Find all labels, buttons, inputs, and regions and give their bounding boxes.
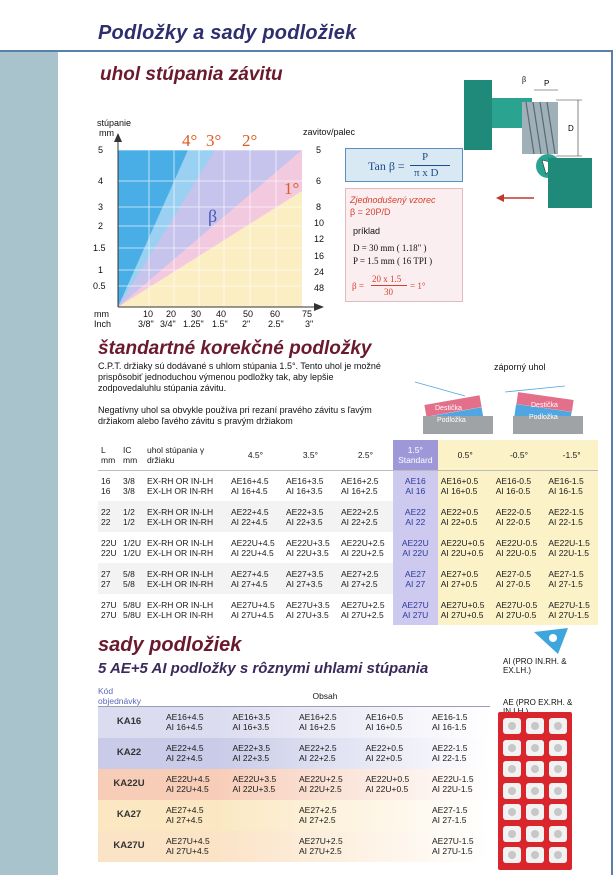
cell-shim-code: AE27U-1.5 AI 27U-1.5 — [545, 594, 598, 625]
table-row — [98, 470, 598, 501]
cell-holder: EX-RH OR IN-LH EX-LH OR IN-RH — [144, 563, 228, 594]
right-tick: 24 — [314, 267, 325, 277]
cell-shim-code: AE22-0.5 AI 22-0.5 — [493, 501, 546, 532]
section-title-pitch-angle: uhol stúpania závitu — [100, 64, 283, 85]
kit-row — [98, 800, 490, 831]
cell-shim-code: AE22+3.5 AI 22+3.5 — [283, 501, 338, 532]
cell-shim-code: AE27U AI 27U — [393, 594, 438, 625]
kit-item: AE22-1.5 AI 22-1.5 — [432, 743, 468, 763]
example-label: príklad — [353, 226, 381, 236]
shim-slot — [549, 718, 567, 734]
cell-shim-code: AE22U-0.5 AI 22U-0.5 — [493, 532, 546, 563]
kit-item: AE27U+4.5 AI 27U+4.5 — [166, 836, 210, 856]
shim-slot — [503, 783, 521, 799]
shim-slot — [549, 783, 567, 799]
formula-tan-left: Tan β = — [368, 159, 405, 173]
cell-shim-code: AE27+0.5 AI 27+0.5 — [438, 563, 493, 594]
kit-row — [98, 707, 490, 738]
kit-item — [360, 831, 427, 862]
shim-slot — [526, 804, 544, 820]
ae-caption: AE (PRO EX.RH. & — [503, 698, 573, 707]
shim-slot — [549, 847, 567, 863]
left-tick: 3 — [98, 202, 104, 212]
y-axis-label: stúpanie — [97, 118, 132, 128]
left-tick: 4 — [98, 176, 104, 186]
cell-shim-code: AE16+0.5 AI 16+0.5 — [438, 470, 493, 501]
cell-shim-code: AE22U+0.5 AI 22U+0.5 — [438, 532, 493, 563]
header-angle-3.5: 3.5° — [283, 440, 338, 470]
kit-code: KA22U — [113, 778, 145, 789]
kits-header-code: Kód objednávky — [98, 686, 160, 707]
kit-item: AE22+4.5 AI 22+4.5 — [166, 743, 204, 763]
y-axis-unit: mm — [99, 128, 114, 138]
shim-kit-box-image — [498, 712, 572, 870]
x-inch-tick: 3/8" — [138, 319, 154, 329]
kit-item: AE27U+2.5 AI 27U+2.5 — [299, 836, 343, 856]
x-inch-tick: 2.5" — [268, 319, 284, 329]
left-tick: 2 — [98, 221, 104, 231]
right-tick: 48 — [314, 283, 325, 293]
formula-box-simplified — [345, 188, 463, 302]
header-holder: uhol stúpania γ držiaku — [144, 440, 228, 470]
cell-shim-code: AE27+4.5 AI 27+4.5 — [228, 563, 283, 594]
cell-shim-code: AE27-0.5 AI 27-0.5 — [493, 563, 546, 594]
cell-ic: 1/2 1/2 — [120, 501, 144, 532]
cell-shim-code: AE27U+4.5 AI 27U+4.5 — [228, 594, 283, 625]
shim-1-label: Podložka — [437, 417, 466, 424]
angle-label-1: 1° — [284, 179, 300, 198]
kit-item: AE27+4.5 AI 27+4.5 — [166, 805, 204, 825]
cell-shim-code: AE16 AI 16 — [393, 470, 438, 501]
kit-item: AE27U-1.5 AI 27U-1.5 — [432, 836, 474, 856]
cell-shim-code: AE27 AI 27 — [393, 563, 438, 594]
shim-slot — [503, 761, 521, 777]
header-angle-2.5: 2.5° — [338, 440, 393, 470]
x-axis-arrow — [314, 303, 324, 311]
standard-shims-table — [98, 440, 598, 625]
cell-shim-code: AE22U AI 22U — [393, 532, 438, 563]
cell-ic: 5/8U 5/8U — [120, 594, 144, 625]
example-d: D = 30 mm ( 1.18" ) — [353, 243, 427, 253]
header-l: L mm — [98, 440, 120, 470]
angle-label-4: 4° — [182, 131, 198, 150]
cell-shim-code: AE22+4.5 AI 22+4.5 — [228, 501, 283, 532]
formula-tan-denominator: π x D — [414, 167, 439, 179]
cell-shim-code: AE22+0.5 AI 22+0.5 — [438, 501, 493, 532]
right-tick: 8 — [316, 202, 322, 212]
kit-item: AE22U+4.5 AI 22U+4.5 — [166, 774, 210, 794]
cell-holder: EX-RH OR IN-LH EX-LH OR IN-RH — [144, 470, 228, 501]
beta-symbol: β — [208, 206, 218, 226]
x-inch-tick: 3" — [305, 319, 314, 329]
shim-slot — [503, 804, 521, 820]
feed-arrowhead — [496, 194, 504, 202]
x-mm-label: mm — [94, 309, 109, 319]
kit-item: AE22U+3.5 AI 22U+3.5 — [232, 774, 277, 794]
shim-slot — [503, 847, 521, 863]
kit-item: AE16+2.5 AI 16+2.5 — [299, 712, 337, 733]
left-tick: 0.5 — [93, 281, 106, 291]
cell-shim-code: AE27U+0.5 AI 27U+0.5 — [438, 594, 493, 625]
kit-code: KA27 — [116, 809, 142, 820]
insert-1-label: Destička — [435, 405, 462, 412]
cell-holder: EX-RH OR IN-LH EX-LH OR IN-RH — [144, 594, 228, 625]
shim-slot — [503, 718, 521, 734]
kit-item: AE16+0.5 AI 16+0.5 — [365, 712, 404, 733]
cell-shim-code: AE22U+3.5 AI 22U+3.5 — [283, 532, 338, 563]
left-tick: 5 — [98, 145, 104, 155]
x-mm-tick: 10 — [143, 309, 154, 319]
shim-slot — [549, 826, 567, 842]
cell-l: 22U 22U — [98, 532, 120, 563]
shim-slot — [526, 761, 544, 777]
shim-slot — [526, 718, 544, 734]
shim-slot — [526, 783, 544, 799]
angle-guide-2 — [505, 386, 565, 392]
thread-diagram — [464, 70, 604, 220]
right-tick: 10 — [314, 218, 325, 228]
x-inch-tick: 3/4" — [160, 319, 176, 329]
standard-paragraph-1: C.P.T. držiaky sú dodávané s uhlom stúpania 1.5°. Tento uhol je možné prispôsobiť jednoduchou výmenou podložky tak, aby lepšie zodpovedaluhlu stúpania závitu. — [98, 361, 381, 393]
header-ic: IC mm — [120, 440, 144, 470]
kit-item: AE22U+0.5 AI 22U+0.5 — [365, 774, 410, 794]
table-row — [98, 594, 598, 625]
shim-slot — [549, 740, 567, 756]
x-inch-tick: 1.5" — [212, 319, 228, 329]
diagram-p-label: P — [544, 79, 550, 88]
right-tick: 5 — [316, 145, 322, 155]
ai-shim-image — [528, 624, 578, 658]
formula-tan-numerator: P — [422, 151, 429, 163]
cell-shim-code: AE16+2.5 AI 16+2.5 — [338, 470, 393, 501]
cell-shim-code: AE16+3.5 AI 16+3.5 — [283, 470, 338, 501]
header-angle-0.5: 0.5° — [438, 440, 493, 470]
right-tick: 16 — [314, 251, 325, 261]
cell-shim-code: AE27-1.5 AI 27-1.5 — [545, 563, 598, 594]
kit-item — [360, 800, 427, 831]
cell-shim-code: AE22+2.5 AI 22+2.5 — [338, 501, 393, 532]
cell-l: 16 16 — [98, 470, 120, 501]
y-axis-arrow — [114, 133, 122, 142]
header-angle-neg0.5: -0.5° — [493, 440, 546, 470]
cell-shim-code: AE27U-0.5 AI 27U-0.5 — [493, 594, 546, 625]
header-angle-standard: 1.5° Standard — [393, 440, 438, 470]
kit-item: AE22U-1.5 AI 22U-1.5 — [432, 774, 474, 794]
header-angle-4.5: 4.5° — [228, 440, 283, 470]
kit-item: AE16+4.5 AI 16+4.5 — [166, 712, 204, 733]
cell-shim-code: AE27+2.5 AI 27+2.5 — [338, 563, 393, 594]
x-mm-tick: 75 — [302, 309, 313, 319]
left-tick: 1 — [98, 265, 104, 275]
cell-shim-code: AE22U-1.5 AI 22U-1.5 — [545, 532, 598, 563]
angle-label-3: 3° — [206, 131, 222, 150]
x-mm-tick: 50 — [243, 309, 254, 319]
kit-code: KA27U — [113, 840, 145, 851]
kit-row — [98, 769, 490, 800]
cell-shim-code: AE22U+4.5 AI 22U+4.5 — [228, 532, 283, 563]
holder-body — [464, 80, 492, 150]
x-inch-tick: 1.25" — [183, 319, 204, 329]
x-mm-tick: 30 — [191, 309, 202, 319]
kit-item: AE22+0.5 AI 22+0.5 — [365, 743, 404, 763]
cell-l: 27 27 — [98, 563, 120, 594]
formula-box-tan — [345, 148, 463, 182]
kit-item: AE22+2.5 AI 22+2.5 — [299, 743, 337, 763]
example-p: P = 1.5 mm ( 16 TPI ) — [353, 256, 433, 266]
cell-shim-code: AE22U+2.5 AI 22U+2.5 — [338, 532, 393, 563]
pitch-angle-chart — [90, 130, 340, 330]
example-result-bar — [371, 285, 407, 286]
insert-2-label: Destička — [531, 402, 558, 409]
cell-l: 27U 27U — [98, 594, 120, 625]
shim-slot — [526, 826, 544, 842]
table-row — [98, 501, 598, 532]
left-tick: 1.5 — [93, 243, 106, 253]
kits-header-content: Obsah — [160, 686, 490, 707]
kit-code: KA22 — [116, 747, 142, 758]
shim-slot — [549, 761, 567, 777]
kit-row — [98, 738, 490, 769]
cell-shim-code: AE22 AI 22 — [393, 501, 438, 532]
kit-item: AE27-1.5 AI 27-1.5 — [432, 805, 468, 825]
diagram-beta-label: β — [522, 75, 527, 84]
kit-item: AE22U+2.5 AI 22U+2.5 — [299, 774, 343, 794]
kit-item: AE22+3.5 AI 22+3.5 — [232, 743, 271, 763]
shim-2-label: Podložka — [529, 414, 558, 421]
cell-shim-code: AE27+3.5 AI 27+3.5 — [283, 563, 338, 594]
kits-table — [98, 686, 490, 862]
cell-holder: EX-RH OR IN-LH EX-LH OR IN-RH — [144, 501, 228, 532]
formula-tan-bar — [410, 165, 450, 166]
x-mm-tick: 40 — [216, 309, 227, 319]
cell-shim-code: AE16-1.5 AI 16-1.5 — [545, 470, 598, 501]
section-title-standard-shims: štandartné korekčné podložky — [98, 338, 372, 359]
cell-ic: 3/8 3/8 — [120, 470, 144, 501]
kit-code: KA16 — [116, 716, 142, 728]
kit-item — [227, 800, 294, 831]
cell-holder: EX-RH OR IN-LH EX-LH OR IN-RH — [144, 532, 228, 563]
ai-shim-hole — [549, 634, 557, 642]
example-result-right: = 1° — [410, 281, 426, 291]
shim-slot — [549, 804, 567, 820]
kits-subtitle: 5 AE+5 AI podložky s rôznymi uhlami stúpania — [98, 660, 429, 677]
kit-item: AE16-1.5 AI 16-1.5 — [432, 712, 468, 733]
angle-guide-1 — [415, 382, 465, 396]
example-result-left: β = — [352, 281, 364, 291]
cell-ic: 1/2U 1/2U — [120, 532, 144, 563]
cell-shim-code: AE22-1.5 AI 22-1.5 — [545, 501, 598, 532]
standard-paragraph-2: Negatívny uhol sa obvykle používa pri rezaní pravého závitu s ľavým držiakom alebo ľavého závitu s pravým držiakom — [98, 405, 372, 426]
x-mm-tick: 20 — [166, 309, 177, 319]
cell-l: 22 22 — [98, 501, 120, 532]
table-row — [98, 532, 598, 563]
ai-caption: AI (PRO IN.RH. & EX.LH.) — [503, 657, 567, 675]
cell-shim-code: AE27U+3.5 AI 27U+3.5 — [283, 594, 338, 625]
table-row — [98, 563, 598, 594]
angle-label-2: 2° — [242, 131, 258, 150]
negative-angle-label: záporný uhol — [494, 362, 546, 372]
header-angle-neg1.5: -1.5° — [545, 440, 598, 470]
example-result-numerator: 20 x 1.5 — [372, 274, 402, 284]
kit-row — [98, 831, 490, 862]
kit-item — [227, 831, 294, 862]
kit-item: AE27+2.5 AI 27+2.5 — [299, 805, 337, 825]
simplified-formula: β = 20P/D — [350, 207, 391, 217]
shim-slot — [526, 740, 544, 756]
holder-lower — [548, 158, 592, 208]
x-mm-tick: 60 — [270, 309, 281, 319]
cell-shim-code: AE16-0.5 AI 16-0.5 — [493, 470, 546, 501]
right-tick: 12 — [314, 234, 325, 244]
side-bar — [0, 52, 58, 875]
x-inch-tick: 2" — [242, 319, 251, 329]
right-axis-label: zavitov/palec — [303, 127, 356, 137]
x-inch-label: Inch — [94, 319, 112, 329]
cell-shim-code: AE27U+2.5 AI 27U+2.5 — [338, 594, 393, 625]
diagram-d-label: D — [568, 124, 574, 133]
page-title: Podložky a sady podložiek — [98, 22, 357, 44]
right-tick: 6 — [316, 176, 322, 186]
section-title-kits: sady podložiek — [98, 634, 242, 656]
shim-slot — [503, 826, 521, 842]
shim-slot — [526, 847, 544, 863]
cell-ic: 5/8 5/8 — [120, 563, 144, 594]
simplified-title: Zjednodušený vzorec — [350, 195, 436, 205]
kit-item: AE16+3.5 AI 16+3.5 — [232, 712, 271, 733]
shim-slot — [503, 740, 521, 756]
cell-shim-code: AE16+4.5 AI 16+4.5 — [228, 470, 283, 501]
example-result-denominator: 30 — [384, 287, 393, 297]
